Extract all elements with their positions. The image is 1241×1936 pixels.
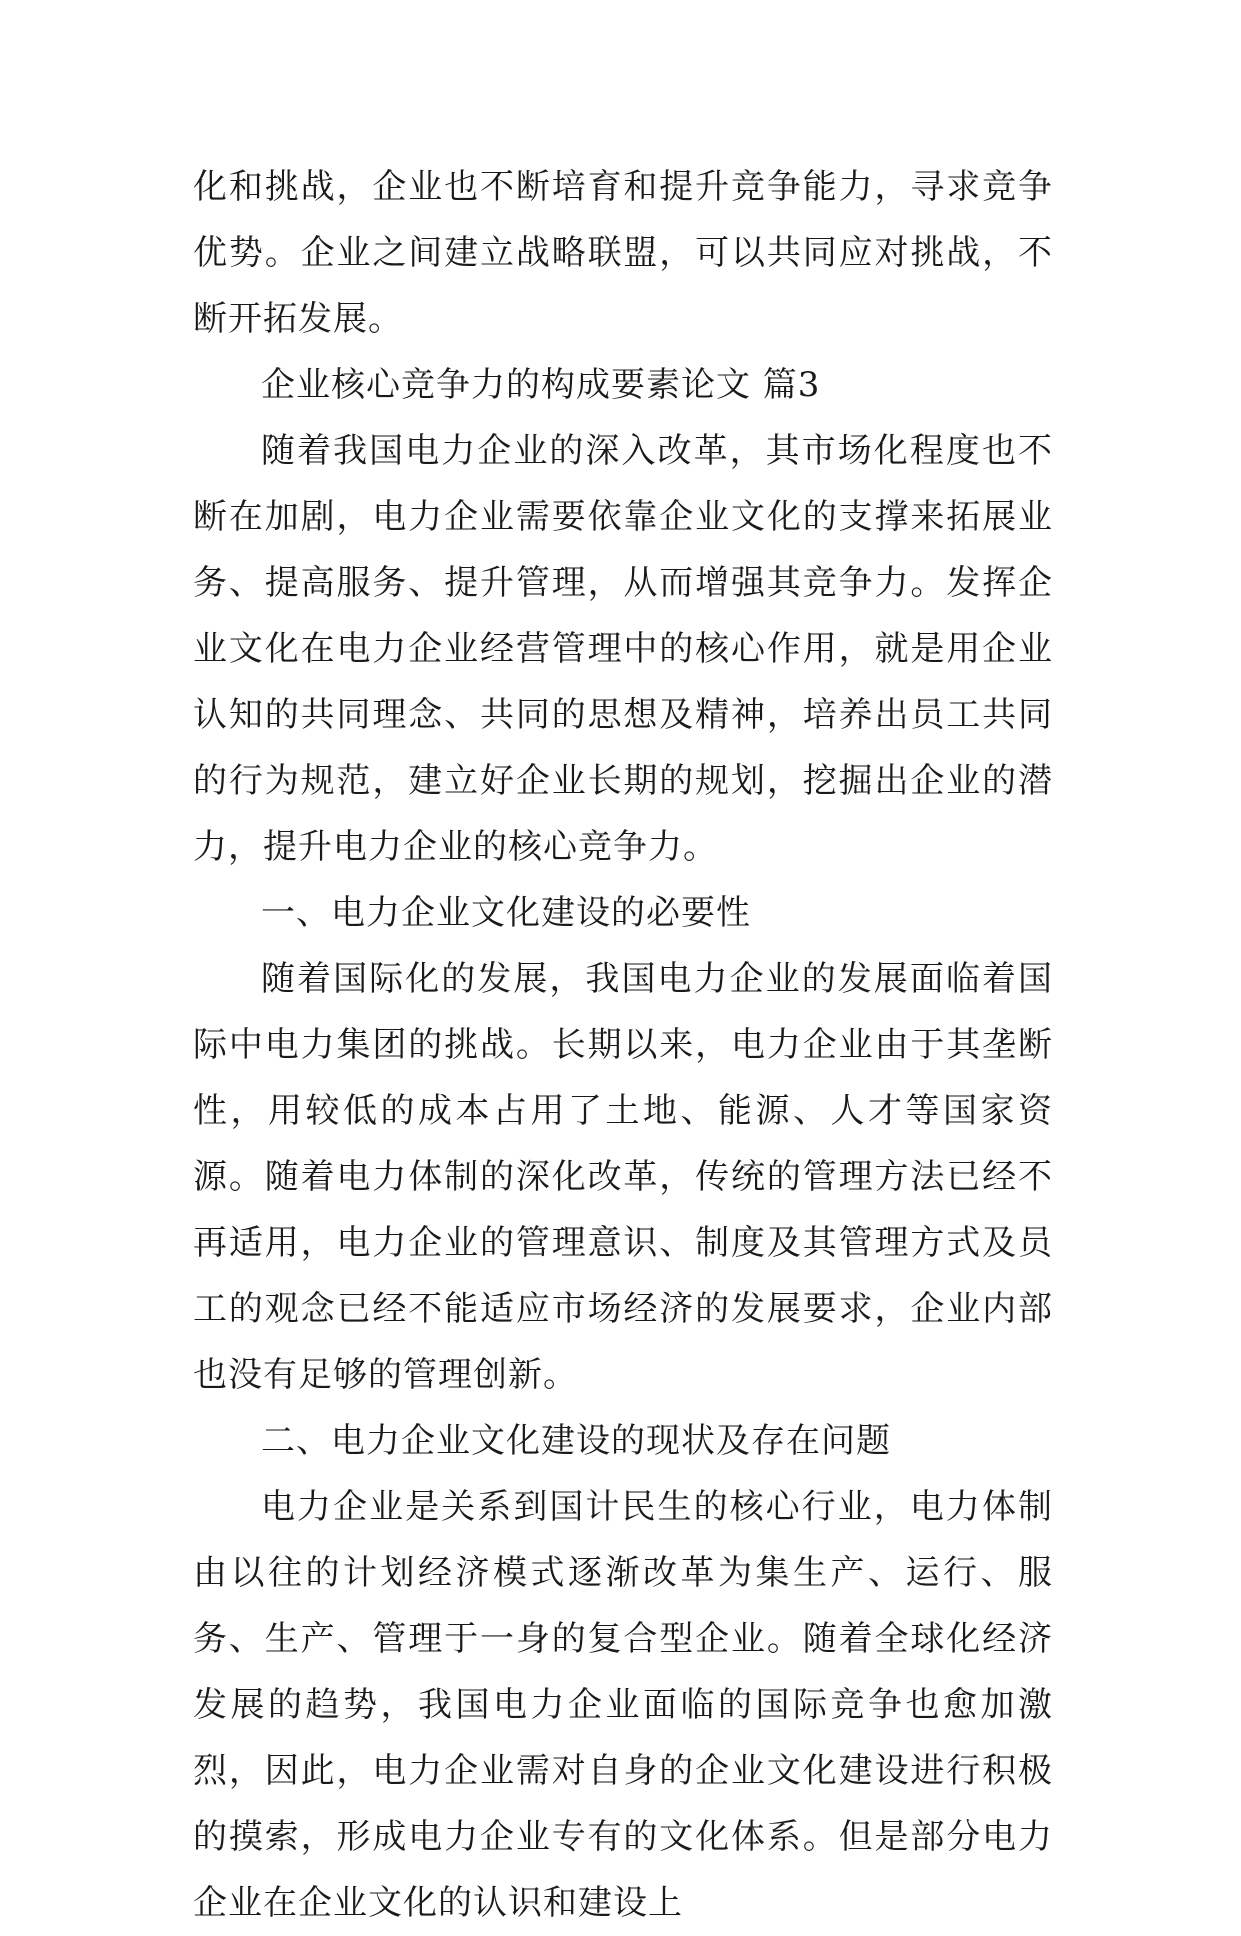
section-heading: 一、电力企业文化建设的必要性 (261, 893, 751, 933)
continuation-paragraph: 化和挑战，企业也不断培育和提升竞争能力，寻求竞争优势。企业之间建立战略联盟，可以共同应对挑战，不断开拓发展。 (193, 167, 1053, 339)
body-paragraph: 随着我国电力企业的深入改革，其市场化程度也不断在加剧，电力企业需要依靠企业文化的支撑来拓展业务、提高服务、提升管理，从而增强其竞争力。发挥企业文化在电力企业经营管理中的核心作用，就是用企业认知的共同理念、共同的思想及精神，培养出员工共同的行为规范，建立好企业长期的规划，挖掘出企业的潜力，提升电力企业的核心竞争力。 (193, 431, 1053, 867)
document-body (193, 154, 1053, 1936)
section-heading: 二、电力企业文化建设的现状及存在问题 (261, 1421, 891, 1461)
body-paragraph: 随着国际化的发展，我国电力企业的发展面临着国际中电力集团的挑战。长期以来，电力企业由于其垄断性，用较低的成本占用了土地、能源、人才等国家资源。随着电力体制的深化改革，传统的管理方法已经不再适用，电力企业的管理意识、制度及其管理方式及员工的观念已经不能适应市场经济的发展要求，企业内部也没有足够的管理创新。 (193, 959, 1053, 1395)
body-paragraph: 电力企业是关系到国计民生的核心行业，电力体制由以往的计划经济模式逐渐改革为集生产、运行、服务、生产、管理于一身的复合型企业。随着全球化经济发展的趋势，我国电力企业面临的国际竞争也愈加激烈，因此，电力企业需对自身的企业文化建设进行积极的摸索，形成电力企业专有的文化体系。但是部分电力企业在企业文化的认识和建设上 (193, 1487, 1053, 1923)
section-title: 企业核心竞争力的构成要素论文 篇3 (261, 365, 821, 405)
